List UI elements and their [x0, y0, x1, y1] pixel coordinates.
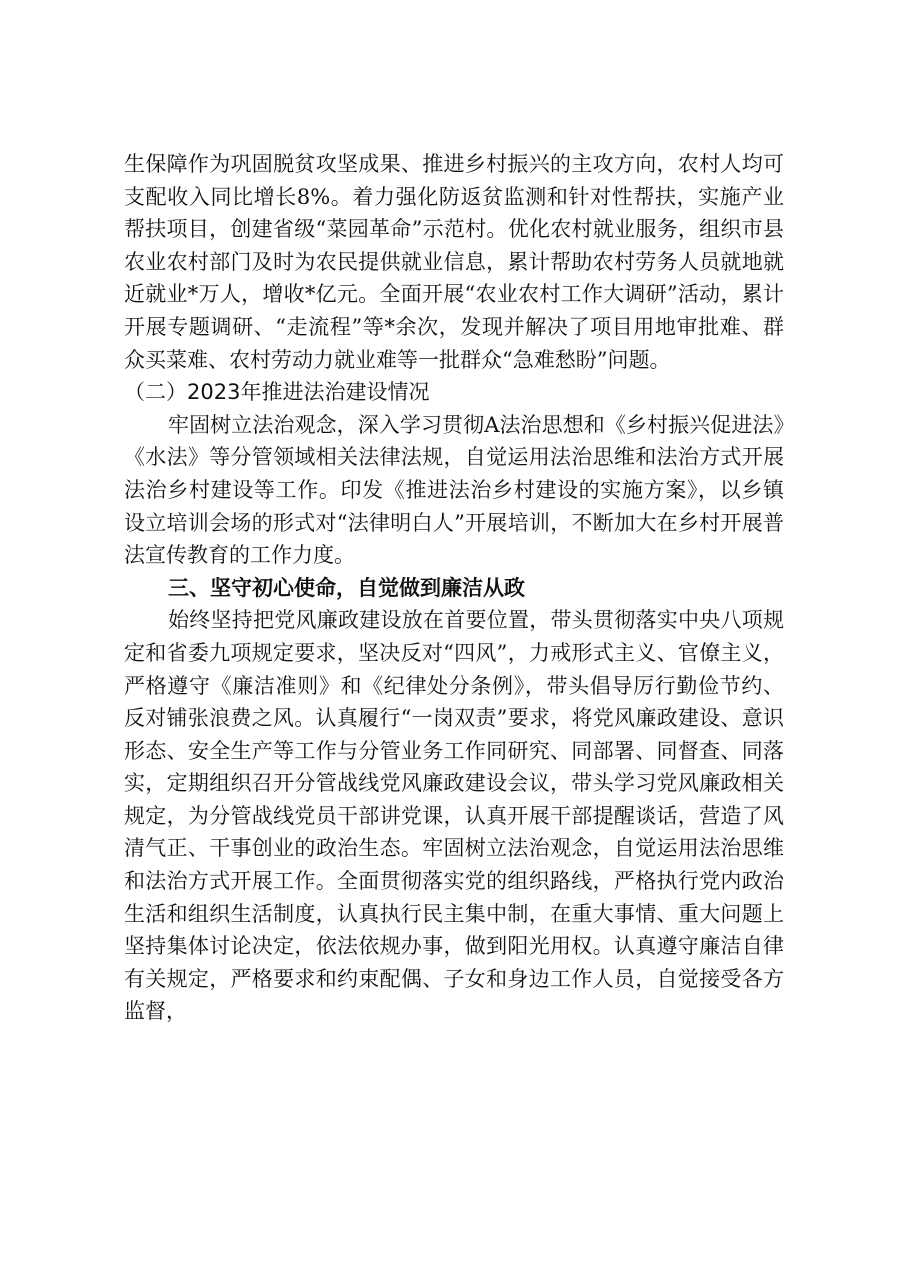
paragraph-continuation: 生保障作为巩固脱贫攻坚成果、推进乡村振兴的主攻方向，农村人均可支配收入同比增长8%。着力强化防返贫监测和针对性帮扶，实施产业帮扶项目，创建省级“菜园革命”示范村。优化农村就业服务，组织市县农业农村部门及时为农民提供就业信息，累计帮助农村劳务人员就地就近就业*万人，增收*亿元。全面开展“农业农村工作大调研”活动，累计开展专题调研、“走流程”等*余次，发现并解决了项目用地审批难、群众买菜难、农村劳动力就业难等一批群众“急难愁盼”问题。 — [124, 152, 784, 372]
paragraph-integrity: 始终坚持把党风廉政建设放在首要位置，带头贯彻落实中央八项规定和省委九项规定要求，坚决反对“四风”，力戒形式主义、官僚主义，严格遵守《廉洁准则》和《纪律处分条例》，带头倡导厉行勤俭节约、反对铺张浪费之风。认真履行“一岗双责”要求，将党风廉政建设、意识形态、安全生产等工作与分管业务工作同研究、同部署、同督查、同落实，定期组织召开分管战线党风廉政建设会议，带头学习党风廉政相关规定，为分管战线党员干部讲党课，认真开展干部提醒谈话，营造了风清气正、干事创业的政治生态。牢固树立法治观念，自觉运用法治思维和法治方式开展工作。全面贯彻落实党的组织路线，严格执行党内政治生活和组织生活制度，认真执行民主集中制，在重大事情、重大问题上坚持集体讨论决定，依法依规办事，做到阳光用权。认真遵守廉洁自律有关规定，严格要求和约束配偶、子女和身边工作人员，自觉接受各方监督， — [124, 608, 784, 1024]
subsection-heading: （二）2023年推进法治建设情况 — [124, 380, 430, 405]
section-heading: 三、坚守初心使命，自觉做到廉洁从政 — [168, 575, 525, 600]
document-body — [124, 148, 784, 1028]
paragraph-rule-of-law: 牢固树立法治观念，深入学习贯彻A法治思想和《乡村振兴促进法》《水法》等分管领域相关法律法规，自觉运用法治思维和法治方式开展法治乡村建设等工作。印发《推进法治乡村建设的实施方案》，以乡镇设立培训会场的形式对“法律明白人”开展培训，不断加大在乡村开展普法宣传教育的工作力度。 — [124, 412, 784, 568]
